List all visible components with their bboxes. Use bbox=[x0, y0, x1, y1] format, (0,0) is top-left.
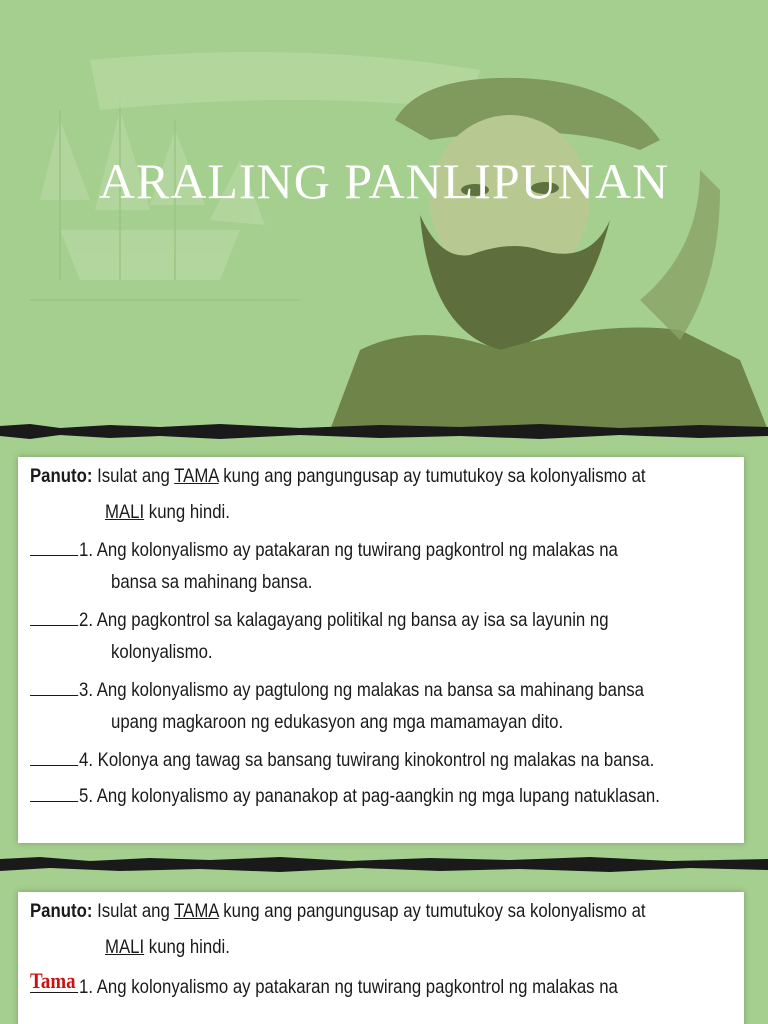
slide-title: ARALING PANLIPUNAN bbox=[98, 153, 670, 209]
instruction-line-2: MALI kung hindi. bbox=[105, 936, 230, 958]
answers-slide bbox=[0, 866, 768, 1024]
answer-blank-1[interactable] bbox=[30, 968, 78, 993]
instruction-line-1: Panuto: Isulat ang TAMA kung ang pangungusap ay tumutukoy sa kolonyalismo at bbox=[30, 465, 646, 487]
question-item-4: 4. Kolonya ang tawag sa bansang tuwirang kinokontrol ng malakas na bansa. bbox=[30, 747, 654, 772]
answer-blank-1[interactable] bbox=[30, 537, 78, 556]
question-item-3-cont: upang magkaroon ng edukasyon ang mga mamamayan dito. bbox=[111, 711, 564, 733]
question-item-2: 2. Ang pagkontrol sa kalagayang politikal ng bansa ay isa sa layunin ng bbox=[30, 607, 609, 632]
tama-keyword: TAMA bbox=[174, 900, 219, 922]
question-item-5: 5. Ang kolonyalismo ay pananakop at pag-aangkin ng mga lupang natuklasan. bbox=[30, 783, 660, 808]
answer-text-1: Tama bbox=[30, 968, 76, 993]
magellan-portrait-illustration bbox=[0, 0, 768, 430]
answer-blank-4[interactable] bbox=[30, 747, 78, 766]
question-item-3: 3. Ang kolonyalismo ay pagtulong ng malakas na bansa sa mahinang bansa bbox=[30, 677, 644, 702]
torn-edge-top bbox=[0, 866, 768, 874]
torn-edge-bottom bbox=[0, 855, 768, 863]
mali-keyword: MALI bbox=[105, 501, 145, 523]
question-item-1-cont: bansa sa mahinang bansa. bbox=[111, 571, 313, 593]
instruction-label: Panuto: bbox=[30, 465, 93, 487]
torn-edge-top bbox=[0, 433, 768, 441]
question-item-2-cont: kolonyalismo. bbox=[111, 641, 213, 663]
questions-slide bbox=[0, 433, 768, 863]
tama-keyword: TAMA bbox=[174, 465, 219, 487]
question-card bbox=[18, 457, 744, 843]
answer-blank-2[interactable] bbox=[30, 607, 78, 626]
question-item-1: 1. Ang kolonyalismo ay patakaran ng tuwirang pagkontrol ng malakas na bbox=[30, 537, 618, 562]
instruction-label: Panuto: bbox=[30, 900, 93, 922]
answer-blank-3[interactable] bbox=[30, 677, 78, 696]
instruction-line-1: Panuto: Isulat ang TAMA kung ang pangungusap ay tumutukoy sa kolonyalismo at bbox=[30, 900, 646, 922]
answer-item-1: Tama 1. Ang kolonyalismo ay patakaran ng tuwirang pagkontrol ng malakas na bbox=[30, 968, 618, 998]
answer-blank-5[interactable] bbox=[30, 783, 78, 802]
mali-keyword: MALI bbox=[105, 936, 145, 958]
title-slide bbox=[0, 0, 768, 430]
answer-card bbox=[18, 892, 744, 1024]
instruction-line-2: MALI kung hindi. bbox=[105, 501, 230, 523]
